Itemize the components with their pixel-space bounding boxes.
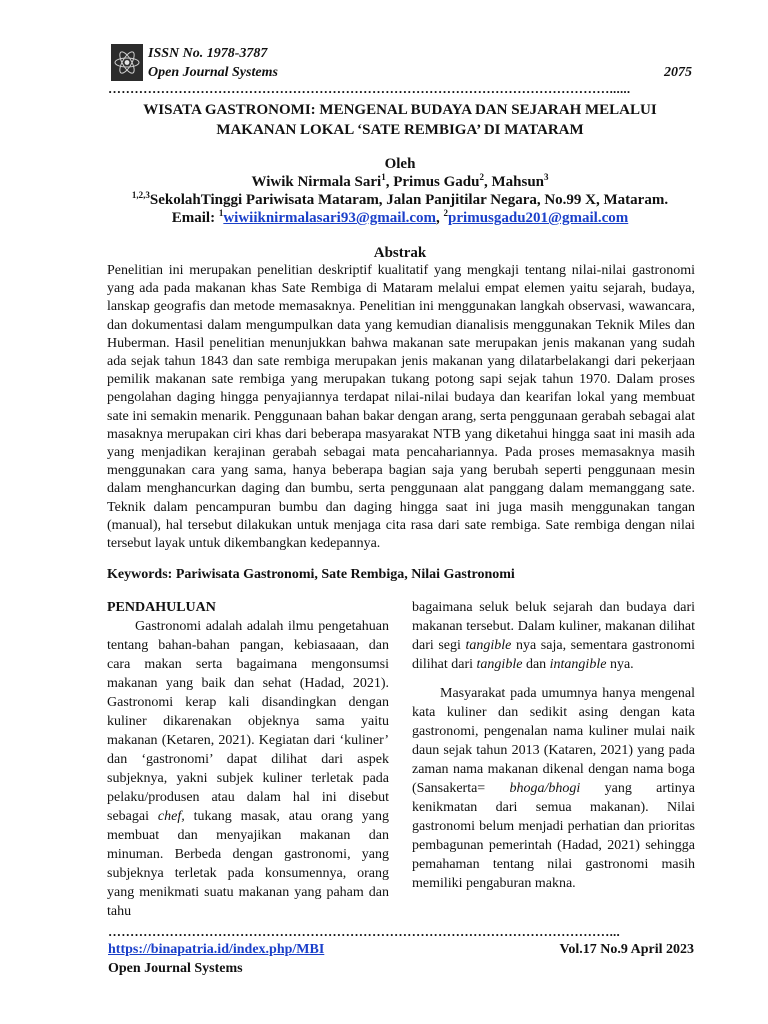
email-separator: , — [436, 210, 444, 226]
email-2-link[interactable]: primusgadu201@gmail.com — [448, 210, 629, 226]
author-2-affil-mark: 2 — [479, 172, 484, 182]
byline-oleh: Oleh — [384, 156, 416, 172]
abstract-text: Penelitian ini merupakan penelitian deskriptif kualitatif yang mengkaji tentang nilai-nilai gastronomi yang ada pada makanan khas Sate Rembiga di Mataram melalui empat elemen yaitu sejarah, budaya, lanskap geografis dan metode memasaknya. Penelitian ini menggunakan langkah observasi, wawancara, dan dokumentasi dalam mengumpulkan data yang kemudian dianalisis menggunakan Teknik Miles dan Huberman. Hasil penelitian menunjukkan bahwa makanan sate merupakan jenis makanan yang sudah ada sejak tahun 1843 dan sate rembiga merupakan jenis makanan yang dilatarbelakangi dari pekerjaan pemilik makanan sate rembiga yang merupakan tukang potong sapi sejak tahun 1970. Dalam proses pengolahan daging hingga penyajiannya terdapat nilai-nilai budaya dan kearifan lokal yang membuat sate ini semakin menarik. Penggunaan bahan bakar dengan arang, serta penggunaan gerabah sebagai alat masaknya merupakan ciri khas dari beberapa masyarakat NTB yang diketahui hingga saat ini masih ada yang menjadikan kerajinan gerabah sebagai mata pencahariannya. Pada proses memasaknya masih menggunakan cara yang sama, hanya beberapa bagian saja yang berubah seperti penggunaan mesin dalam menghancurkan daging dan bumbu, serta penggunaan alat panggang dalam memanggang sate. Teknik dalam pencampuran bumbu dan daging hingga saat ini juga masih menggunakan tangan (manual), hal tersebut dilakukan untuk menjaga cita rasa dari sate rembiga. Sate rembiga dengan nilai tersebut layak untuk dikembangkan kedepannya. — [107, 263, 695, 552]
paper-title-line-1: WISATA GASTRONOMI: MENGENAL BUDAYA DAN SEJARAH MELALUI — [143, 102, 657, 118]
right-paragraph-1-italic-2: tangible — [476, 657, 523, 672]
right-paragraph-1-text-a: bagaimana seluk beluk sejarah dan budaya dari makanan tersebut. Dalam kuliner, makanan dilihat dari segi — [412, 600, 695, 653]
author-3: Mahsun — [491, 174, 545, 190]
left-paragraph-1-text-rest: tukang masak, atau orang yang membuat dan menyajikan makanan dan minuman. Berbeda dengan gastronomi, yang subjeknya terletak pada konsumennya, orang yang menikmati suatu makanan yang paham dan tahu — [107, 809, 390, 919]
paper-title-line-2: MAKANAN LOKAL ‘SATE REMBIGA’ DI MATARAM — [216, 122, 584, 138]
author-1: Wiwik Nirmala Sari — [251, 174, 382, 190]
left-paragraph-1-text: Gastronomi adalah adalah ilmu pengetahuan tentang bahan-bahan pangan, kebiasaaan, dan cara makan serta bagaimana mengonsumsi makanan yang baik dan sehat (Hadad, 2021). Gastronomi kerap kali disandingkan dengan kuliner dikarenakan objeknya sama yaitu makanan (Ketaren, 2021). Kegiatan dari ‘kuliner’ dan ‘gastronomi’ dapat dilihat dari aspek subjeknya, yakni subjek kuliner terletak pada pelaku/produsen atau dalam hal ini disebut sebagai — [107, 619, 389, 824]
left-paragraph-1-italic: chef, — [157, 809, 185, 824]
email-label: Email: — [171, 210, 219, 226]
abstract-heading: Abstrak — [373, 245, 427, 261]
header-journal-name: Open Journal Systems — [148, 65, 278, 80]
right-paragraph-1 — [412, 598, 695, 674]
author-separator: , — [483, 174, 492, 190]
email-1-mark: 1 — [218, 208, 224, 218]
email-1-link[interactable]: wiwiiknirmalasari93@gmail.com — [223, 210, 437, 226]
section-heading-pendahuluan: PENDAHULUAN — [107, 600, 216, 615]
atom-logo-icon — [111, 44, 143, 81]
author-3-affil-mark: 3 — [544, 172, 549, 182]
right-paragraph-1-text-c: dan — [522, 657, 550, 672]
footer-dotted-rule: ……………………………………………………………………………………………………... — [108, 925, 620, 939]
right-paragraph-2-text-a: Masyarakat pada umumnya hanya mengenal kata kuliner dan sedikit asing dengan kata gastronomi, pengenalan nama kuliner mulai naik daun sejak tahun 2013 (Kataren, 2021) yang pada zaman nama makanan dikenal dengan nama boga (Sansakerta= — [412, 686, 695, 796]
author-separator: , — [385, 174, 394, 190]
footer-journal-name: Open Journal Systems — [108, 961, 243, 976]
affiliation-text: SekolahTinggi Pariwisata Mataram, Jalan Panjitilar Negara, No.99 X, Mataram. — [149, 192, 669, 208]
author-1-affil-mark: 1 — [381, 172, 386, 182]
right-paragraph-1-text-d: nya. — [606, 657, 634, 672]
journal-url-link[interactable]: https://binapatria.id/index.php/MBI — [108, 942, 325, 957]
right-paragraph-1-italic-1: tangible — [465, 638, 512, 653]
page-number: 2075 — [664, 65, 692, 80]
left-paragraph-1 — [107, 617, 389, 921]
email-2-mark: 2 — [443, 208, 449, 218]
right-paragraph-1-italic-3: intangible — [549, 657, 607, 672]
keywords: Keywords: Pariwisata Gastronomi, Sate Rembiga, Nilai Gastronomi — [107, 567, 515, 582]
affiliation-mark: 1,2,3 — [131, 190, 150, 200]
right-paragraph-2 — [412, 684, 695, 893]
email-line — [100, 208, 700, 228]
right-paragraph-1-text-b: nya saja, sementara gastronomi dilihat dari — [412, 638, 695, 672]
author-list — [100, 172, 700, 192]
right-paragraph-2-italic: bhoga/bhogi — [509, 781, 581, 796]
journal-logo-icon — [111, 44, 143, 81]
right-column — [412, 598, 695, 893]
volume-info: Vol.17 No.9 April 2023 — [559, 942, 694, 957]
left-column — [107, 598, 389, 921]
affiliation — [100, 190, 700, 210]
header-dotted-rule: ……………………………………………………………………………………………………...... — [108, 82, 631, 96]
right-paragraph-2-text-b: yang artinya kenikmatan dari semua makanan). Nilai gastronomi belum menjadi perhatian dan prioritas pembagunan pemerintah (Hadad, 2021) sehingga pemahaman tentang nilai gastronomi masih memiliki pengaburan makna. — [412, 781, 695, 891]
issn-number: ISSN No. 1978-3787 — [148, 46, 268, 61]
author-2: Primus Gadu — [393, 174, 480, 190]
